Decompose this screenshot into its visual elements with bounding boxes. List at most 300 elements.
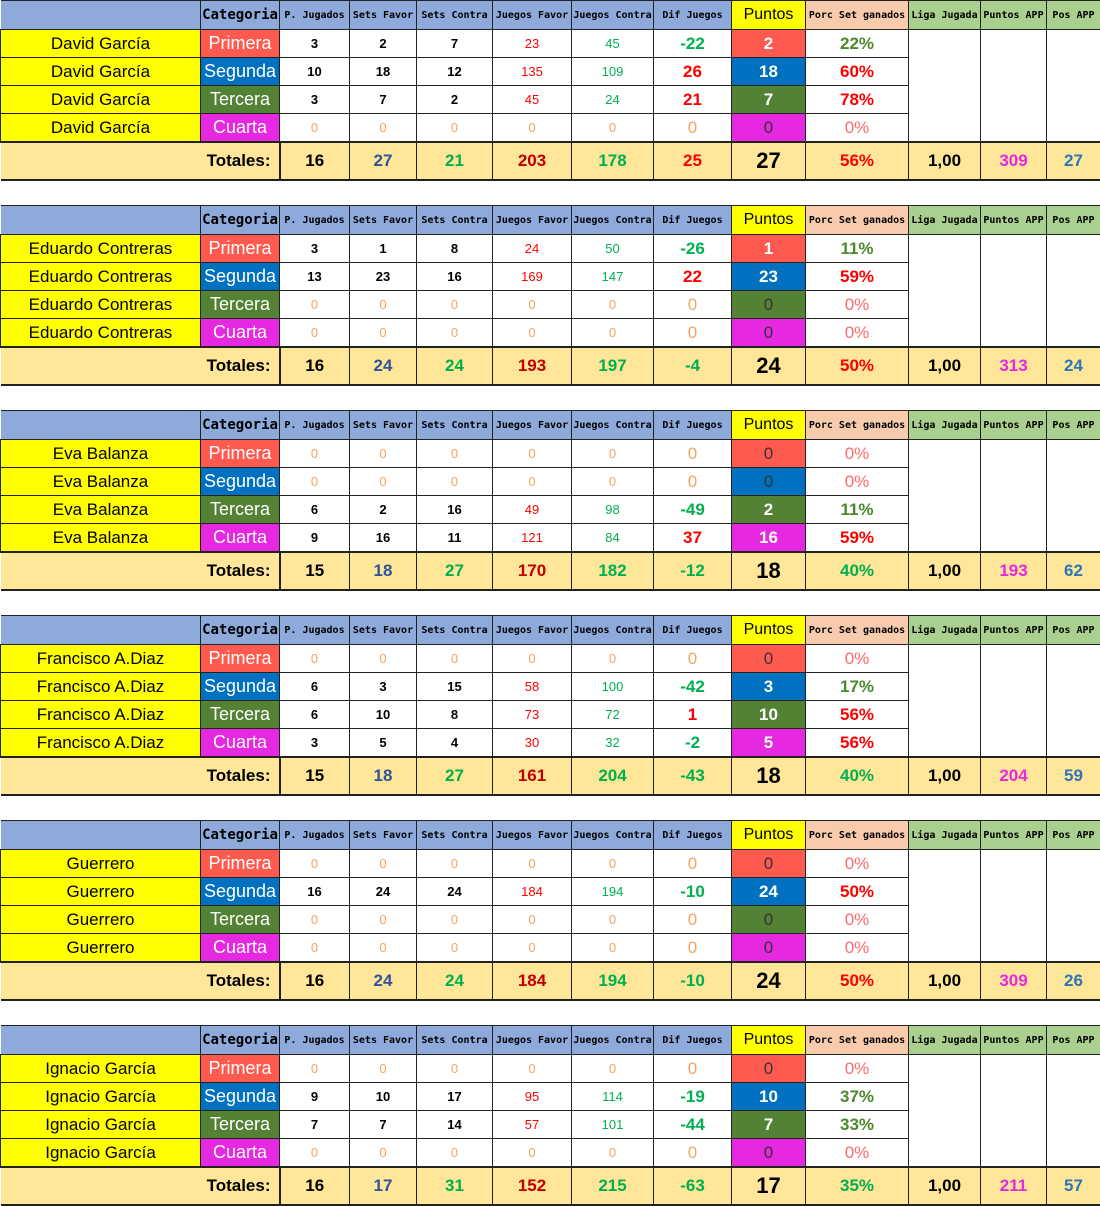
cell-p-jugados: 16 — [280, 878, 350, 906]
cell-puntos: 0 — [732, 1139, 806, 1168]
empty-cell — [909, 524, 981, 553]
empty-cell — [1047, 673, 1100, 701]
cell-dif-juegos: 0 — [654, 291, 732, 319]
header-categoria: Categoria — [201, 1026, 280, 1055]
cell-sets-favor: 2 — [350, 30, 417, 58]
cell-juegos-favor: 95 — [493, 1083, 572, 1111]
cell-dif-juegos: 26 — [654, 58, 732, 86]
category-row — [1, 468, 1100, 496]
total-juegos-contra: 197 — [572, 347, 654, 385]
header-pos-app: Pos APP — [1047, 616, 1100, 645]
total-dif-juegos: -43 — [654, 757, 732, 795]
total-pos-app: 24 — [1047, 347, 1100, 385]
header-juegos-contra: Juegos Contra — [572, 206, 654, 235]
header-liga-jugada: Liga Jugada — [909, 1026, 981, 1055]
cell-juegos-favor: 0 — [493, 1055, 572, 1083]
cell-juegos-contra: 0 — [572, 291, 654, 319]
cell-porc-set: 59% — [806, 263, 909, 291]
totals-label: Totales: — [1, 1167, 280, 1205]
cell-p-jugados: 10 — [280, 58, 350, 86]
header-sets-favor: Sets Favor — [350, 821, 417, 850]
total-juegos-favor: 161 — [493, 757, 572, 795]
player-name: Eduardo Contreras — [1, 291, 201, 319]
cell-sets-contra: 15 — [417, 673, 493, 701]
cell-puntos: 24 — [732, 878, 806, 906]
player-block — [0, 205, 1100, 386]
empty-cell — [1047, 291, 1100, 319]
total-porc-set: 35% — [806, 1167, 909, 1205]
cell-puntos: 23 — [732, 263, 806, 291]
empty-cell — [981, 30, 1047, 58]
header-juegos-favor: Juegos Favor — [493, 206, 572, 235]
cell-sets-favor: 10 — [350, 701, 417, 729]
total-liga-jugada: 1,00 — [909, 1167, 981, 1205]
header-juegos-favor: Juegos Favor — [493, 821, 572, 850]
cell-dif-juegos: -26 — [654, 235, 732, 263]
cell-juegos-contra: 50 — [572, 235, 654, 263]
category-row — [1, 645, 1100, 673]
category-row — [1, 30, 1100, 58]
cell-porc-set: 0% — [806, 1055, 909, 1083]
header-juegos-contra: Juegos Contra — [572, 411, 654, 440]
cell-sets-contra: 0 — [417, 1139, 493, 1168]
header-blank — [1, 1026, 201, 1055]
total-porc-set: 40% — [806, 757, 909, 795]
cell-porc-set: 0% — [806, 906, 909, 934]
total-puntos-app: 313 — [981, 347, 1047, 385]
cell-p-jugados: 6 — [280, 701, 350, 729]
header-sets-contra: Sets Contra — [417, 1, 493, 30]
header-juegos-favor: Juegos Favor — [493, 1026, 572, 1055]
header-sets-favor: Sets Favor — [350, 616, 417, 645]
total-juegos-favor: 203 — [493, 142, 572, 180]
empty-cell — [909, 934, 981, 963]
header-juegos-favor: Juegos Favor — [493, 411, 572, 440]
total-sets-favor: 18 — [350, 757, 417, 795]
player-name: Eduardo Contreras — [1, 235, 201, 263]
cell-p-jugados: 0 — [280, 1055, 350, 1083]
total-p-jugados: 16 — [280, 962, 350, 1000]
category-row — [1, 878, 1100, 906]
header-pos-app: Pos APP — [1047, 206, 1100, 235]
header-blank — [1, 821, 201, 850]
cell-dif-juegos: 0 — [654, 645, 732, 673]
header-sets-favor: Sets Favor — [350, 1, 417, 30]
header-puntos-app: Puntos APP — [981, 411, 1047, 440]
cell-dif-juegos: -22 — [654, 30, 732, 58]
cell-juegos-contra: 0 — [572, 1139, 654, 1168]
header-puntos-app: Puntos APP — [981, 206, 1047, 235]
cell-dif-juegos: 0 — [654, 906, 732, 934]
empty-cell — [1047, 906, 1100, 934]
total-dif-juegos: -63 — [654, 1167, 732, 1205]
cell-porc-set: 0% — [806, 468, 909, 496]
cell-p-jugados: 0 — [280, 440, 350, 468]
empty-cell — [1047, 934, 1100, 963]
cell-juegos-favor: 0 — [493, 440, 572, 468]
total-sets-favor: 18 — [350, 552, 417, 590]
empty-cell — [1047, 263, 1100, 291]
cell-dif-juegos: 21 — [654, 86, 732, 114]
total-p-jugados: 15 — [280, 757, 350, 795]
cell-p-jugados: 13 — [280, 263, 350, 291]
cell-dif-juegos: -2 — [654, 729, 732, 758]
player-name: Francisco A.Diaz — [1, 645, 201, 673]
totals-row — [1, 142, 1100, 180]
cell-dif-juegos: 0 — [654, 1055, 732, 1083]
player-name: Francisco A.Diaz — [1, 673, 201, 701]
cell-juegos-favor: 169 — [493, 263, 572, 291]
total-porc-set: 40% — [806, 552, 909, 590]
category-row — [1, 701, 1100, 729]
total-liga-jugada: 1,00 — [909, 962, 981, 1000]
empty-cell — [909, 645, 981, 673]
total-porc-set: 50% — [806, 962, 909, 1000]
cell-porc-set: 56% — [806, 729, 909, 758]
totals-row — [1, 1167, 1100, 1205]
player-name: Guerrero — [1, 878, 201, 906]
empty-cell — [981, 1083, 1047, 1111]
header-juegos-contra: Juegos Contra — [572, 616, 654, 645]
cell-dif-juegos: 0 — [654, 114, 732, 143]
cell-sets-contra: 24 — [417, 878, 493, 906]
cell-dif-juegos: -44 — [654, 1111, 732, 1139]
header-blank — [1, 616, 201, 645]
player-name: Ignacio García — [1, 1139, 201, 1168]
cell-juegos-contra: 147 — [572, 263, 654, 291]
cell-puntos: 0 — [732, 291, 806, 319]
header-p-jugados: P. Jugados — [280, 206, 350, 235]
empty-cell — [981, 645, 1047, 673]
header-sets-contra: Sets Contra — [417, 206, 493, 235]
empty-cell — [909, 906, 981, 934]
total-sets-contra: 27 — [417, 757, 493, 795]
total-pos-app: 57 — [1047, 1167, 1100, 1205]
cell-sets-favor: 7 — [350, 86, 417, 114]
category-cuarta: Cuarta — [201, 729, 280, 758]
totals-row — [1, 757, 1100, 795]
player-block — [0, 615, 1100, 796]
header-p-jugados: P. Jugados — [280, 616, 350, 645]
cell-dif-juegos: 22 — [654, 263, 732, 291]
cell-puntos: 0 — [732, 468, 806, 496]
cell-p-jugados: 0 — [280, 906, 350, 934]
total-sets-favor: 17 — [350, 1167, 417, 1205]
cell-porc-set: 0% — [806, 440, 909, 468]
total-sets-contra: 27 — [417, 552, 493, 590]
cell-juegos-favor: 0 — [493, 850, 572, 878]
header-juegos-contra: Juegos Contra — [572, 1, 654, 30]
header-categoria: Categoria — [201, 206, 280, 235]
header-dif-juegos: Dif Juegos — [654, 616, 732, 645]
header-juegos-favor: Juegos Favor — [493, 1, 572, 30]
cell-juegos-favor: 0 — [493, 906, 572, 934]
cell-juegos-contra: 0 — [572, 114, 654, 143]
header-puntos: Puntos — [732, 821, 806, 850]
cell-juegos-contra: 0 — [572, 906, 654, 934]
empty-cell — [1047, 729, 1100, 758]
cell-sets-contra: 7 — [417, 30, 493, 58]
header-categoria: Categoria — [201, 1, 280, 30]
player-name: Eva Balanza — [1, 496, 201, 524]
category-tercera: Tercera — [201, 496, 280, 524]
cell-sets-favor: 10 — [350, 1083, 417, 1111]
header-porc-set: Porc Set ganados — [806, 206, 909, 235]
cell-sets-favor: 0 — [350, 1139, 417, 1168]
cell-juegos-contra: 0 — [572, 319, 654, 348]
total-porc-set: 56% — [806, 142, 909, 180]
player-table — [0, 205, 1100, 386]
category-segunda: Segunda — [201, 58, 280, 86]
player-name: David García — [1, 58, 201, 86]
cell-sets-contra: 0 — [417, 645, 493, 673]
cell-juegos-favor: 49 — [493, 496, 572, 524]
category-primera: Primera — [201, 1055, 280, 1083]
empty-cell — [1047, 701, 1100, 729]
player-name: Ignacio García — [1, 1055, 201, 1083]
empty-cell — [909, 729, 981, 758]
totals-label: Totales: — [1, 142, 280, 180]
cell-puntos: 3 — [732, 673, 806, 701]
cell-p-jugados: 0 — [280, 291, 350, 319]
cell-dif-juegos: 1 — [654, 701, 732, 729]
total-juegos-contra: 215 — [572, 1167, 654, 1205]
total-sets-favor: 27 — [350, 142, 417, 180]
category-segunda: Segunda — [201, 468, 280, 496]
cell-porc-set: 0% — [806, 850, 909, 878]
cell-sets-contra: 0 — [417, 850, 493, 878]
total-sets-contra: 24 — [417, 347, 493, 385]
cell-sets-contra: 0 — [417, 291, 493, 319]
category-tercera: Tercera — [201, 291, 280, 319]
totals-label: Totales: — [1, 757, 280, 795]
total-p-jugados: 16 — [280, 1167, 350, 1205]
header-row — [1, 1026, 1100, 1055]
empty-cell — [1047, 30, 1100, 58]
empty-cell — [981, 319, 1047, 348]
total-liga-jugada: 1,00 — [909, 757, 981, 795]
header-row — [1, 616, 1100, 645]
cell-p-jugados: 0 — [280, 319, 350, 348]
cell-juegos-favor: 0 — [493, 291, 572, 319]
cell-sets-favor: 5 — [350, 729, 417, 758]
total-puntos: 24 — [732, 962, 806, 1000]
player-name: Ignacio García — [1, 1111, 201, 1139]
header-sets-favor: Sets Favor — [350, 411, 417, 440]
empty-cell — [909, 30, 981, 58]
cell-sets-contra: 0 — [417, 468, 493, 496]
header-porc-set: Porc Set ganados — [806, 616, 909, 645]
player-name: Eva Balanza — [1, 524, 201, 553]
cell-porc-set: 0% — [806, 291, 909, 319]
empty-cell — [909, 850, 981, 878]
total-pos-app: 62 — [1047, 552, 1100, 590]
category-row — [1, 86, 1100, 114]
total-sets-contra: 24 — [417, 962, 493, 1000]
cell-p-jugados: 0 — [280, 1139, 350, 1168]
total-sets-favor: 24 — [350, 347, 417, 385]
header-liga-jugada: Liga Jugada — [909, 616, 981, 645]
total-juegos-favor: 193 — [493, 347, 572, 385]
cell-sets-contra: 16 — [417, 496, 493, 524]
player-name: Guerrero — [1, 850, 201, 878]
cell-juegos-contra: 0 — [572, 468, 654, 496]
header-puntos-app: Puntos APP — [981, 616, 1047, 645]
cell-porc-set: 22% — [806, 30, 909, 58]
cell-puntos: 10 — [732, 701, 806, 729]
category-row — [1, 673, 1100, 701]
cell-sets-favor: 7 — [350, 1111, 417, 1139]
cell-juegos-favor: 57 — [493, 1111, 572, 1139]
cell-puntos: 0 — [732, 114, 806, 143]
total-p-jugados: 16 — [280, 142, 350, 180]
category-cuarta: Cuarta — [201, 1139, 280, 1168]
cell-juegos-contra: 0 — [572, 850, 654, 878]
cell-sets-favor: 0 — [350, 850, 417, 878]
cell-puntos: 0 — [732, 319, 806, 348]
header-juegos-contra: Juegos Contra — [572, 821, 654, 850]
category-row — [1, 1111, 1100, 1139]
cell-sets-favor: 18 — [350, 58, 417, 86]
cell-sets-contra: 8 — [417, 701, 493, 729]
header-liga-jugada: Liga Jugada — [909, 821, 981, 850]
cell-juegos-favor: 0 — [493, 114, 572, 143]
header-categoria: Categoria — [201, 616, 280, 645]
category-primera: Primera — [201, 30, 280, 58]
cell-dif-juegos: 0 — [654, 850, 732, 878]
empty-cell — [981, 235, 1047, 263]
empty-cell — [1047, 878, 1100, 906]
empty-cell — [909, 58, 981, 86]
cell-juegos-favor: 0 — [493, 468, 572, 496]
cell-puntos: 5 — [732, 729, 806, 758]
cell-dif-juegos: -10 — [654, 878, 732, 906]
cell-porc-set: 33% — [806, 1111, 909, 1139]
category-row — [1, 850, 1100, 878]
category-row — [1, 58, 1100, 86]
player-name: David García — [1, 30, 201, 58]
cell-puntos: 1 — [732, 235, 806, 263]
category-primera: Primera — [201, 235, 280, 263]
cell-puntos: 0 — [732, 906, 806, 934]
empty-cell — [909, 263, 981, 291]
cell-juegos-favor: 0 — [493, 934, 572, 963]
total-p-jugados: 15 — [280, 552, 350, 590]
cell-dif-juegos: 0 — [654, 1139, 732, 1168]
header-porc-set: Porc Set ganados — [806, 411, 909, 440]
header-blank — [1, 1, 201, 30]
cell-sets-favor: 2 — [350, 496, 417, 524]
header-dif-juegos: Dif Juegos — [654, 206, 732, 235]
empty-cell — [909, 86, 981, 114]
empty-cell — [909, 114, 981, 143]
cell-p-jugados: 6 — [280, 496, 350, 524]
cell-porc-set: 56% — [806, 701, 909, 729]
cell-juegos-favor: 45 — [493, 86, 572, 114]
empty-cell — [909, 496, 981, 524]
cell-p-jugados: 0 — [280, 850, 350, 878]
cell-p-jugados: 9 — [280, 1083, 350, 1111]
cell-p-jugados: 7 — [280, 1111, 350, 1139]
empty-cell — [981, 906, 1047, 934]
category-row — [1, 319, 1100, 348]
cell-juegos-contra: 24 — [572, 86, 654, 114]
header-dif-juegos: Dif Juegos — [654, 1026, 732, 1055]
player-name: David García — [1, 114, 201, 143]
player-table — [0, 820, 1100, 1001]
header-porc-set: Porc Set ganados — [806, 1, 909, 30]
header-liga-jugada: Liga Jugada — [909, 411, 981, 440]
header-puntos: Puntos — [732, 1026, 806, 1055]
category-tercera: Tercera — [201, 906, 280, 934]
cell-sets-contra: 2 — [417, 86, 493, 114]
cell-sets-contra: 0 — [417, 1055, 493, 1083]
category-row — [1, 440, 1100, 468]
category-cuarta: Cuarta — [201, 114, 280, 143]
category-primera: Primera — [201, 440, 280, 468]
category-row — [1, 524, 1100, 553]
cell-dif-juegos: 0 — [654, 440, 732, 468]
empty-cell — [1047, 1139, 1100, 1168]
empty-cell — [1047, 86, 1100, 114]
category-row — [1, 496, 1100, 524]
cell-sets-favor: 0 — [350, 114, 417, 143]
category-tercera: Tercera — [201, 1111, 280, 1139]
cell-p-jugados: 3 — [280, 86, 350, 114]
header-liga-jugada: Liga Jugada — [909, 1, 981, 30]
total-pos-app: 26 — [1047, 962, 1100, 1000]
player-name: Ignacio García — [1, 1083, 201, 1111]
player-name: Guerrero — [1, 906, 201, 934]
cell-porc-set: 0% — [806, 319, 909, 348]
player-name: Eduardo Contreras — [1, 319, 201, 348]
totals-row — [1, 347, 1100, 385]
player-name: Eva Balanza — [1, 440, 201, 468]
totals-row — [1, 552, 1100, 590]
cell-sets-favor: 0 — [350, 468, 417, 496]
header-sets-contra: Sets Contra — [417, 411, 493, 440]
header-pos-app: Pos APP — [1047, 1, 1100, 30]
category-tercera: Tercera — [201, 86, 280, 114]
cell-dif-juegos: 37 — [654, 524, 732, 553]
cell-porc-set: 0% — [806, 114, 909, 143]
cell-dif-juegos: -19 — [654, 1083, 732, 1111]
player-name: David García — [1, 86, 201, 114]
header-dif-juegos: Dif Juegos — [654, 821, 732, 850]
category-cuarta: Cuarta — [201, 319, 280, 348]
empty-cell — [1047, 114, 1100, 143]
category-cuarta: Cuarta — [201, 524, 280, 553]
category-row — [1, 934, 1100, 963]
total-juegos-contra: 204 — [572, 757, 654, 795]
category-cuarta: Cuarta — [201, 934, 280, 963]
player-name: Francisco A.Diaz — [1, 701, 201, 729]
cell-p-jugados: 0 — [280, 645, 350, 673]
cell-juegos-contra: 0 — [572, 645, 654, 673]
cell-sets-contra: 0 — [417, 906, 493, 934]
category-row — [1, 1083, 1100, 1111]
totals-label: Totales: — [1, 347, 280, 385]
cell-juegos-contra: 98 — [572, 496, 654, 524]
cell-juegos-contra: 0 — [572, 1055, 654, 1083]
header-porc-set: Porc Set ganados — [806, 821, 909, 850]
cell-sets-favor: 3 — [350, 673, 417, 701]
cell-juegos-favor: 73 — [493, 701, 572, 729]
cell-sets-favor: 0 — [350, 319, 417, 348]
cell-sets-contra: 8 — [417, 235, 493, 263]
cell-puntos: 2 — [732, 30, 806, 58]
empty-cell — [981, 934, 1047, 963]
